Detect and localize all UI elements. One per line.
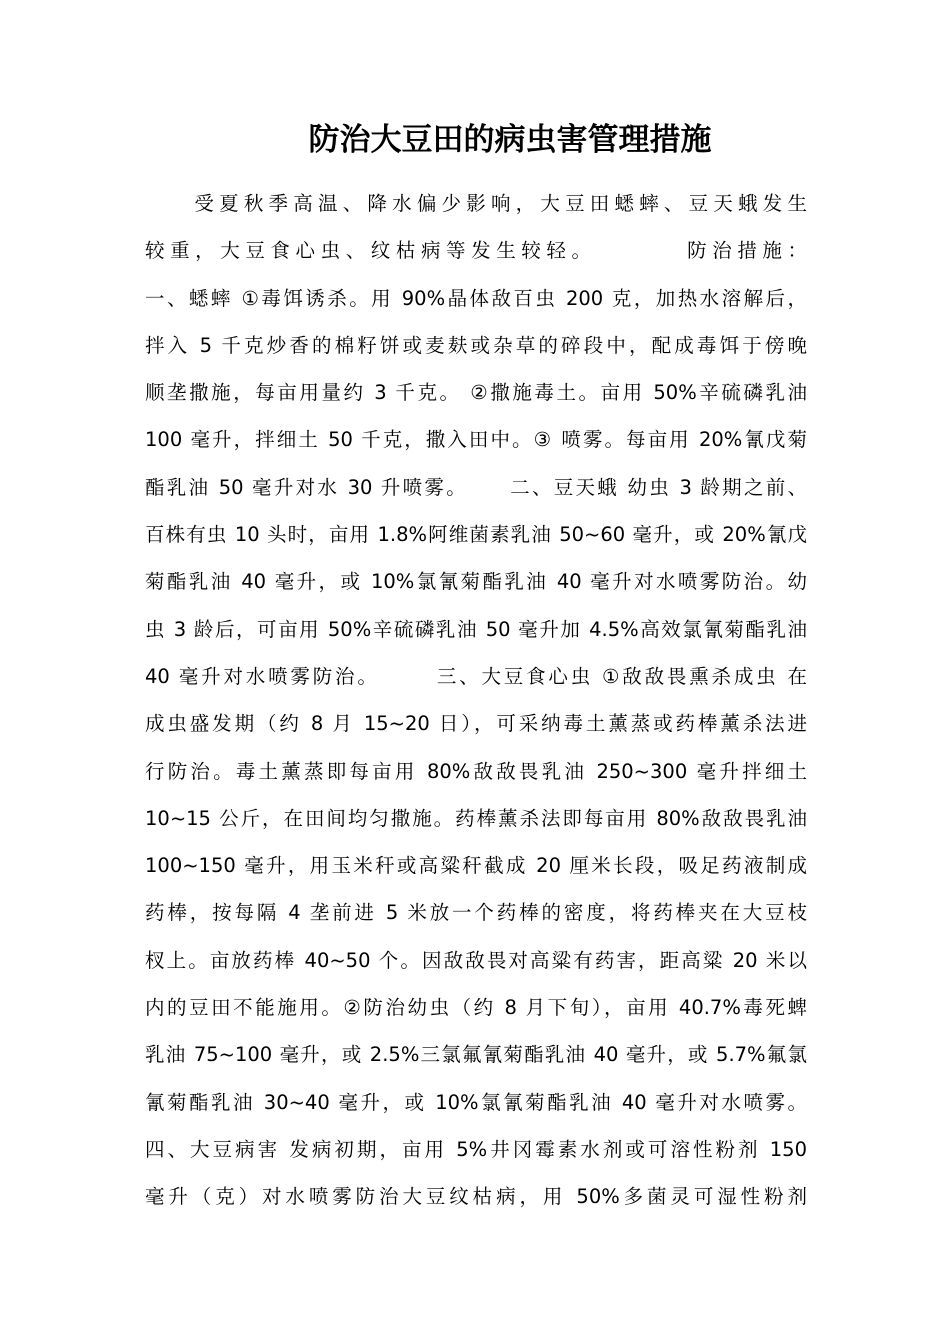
body-line: 毫升（克）对水喷雾防治大豆纹枯病，用 50%多菌灵可湿性粉剂 xyxy=(145,1185,807,1209)
body-line: 顺垄撒施，每亩用量约 3 千克。 ②撒施毒土。亩用 50%辛硫磷乳油 xyxy=(145,381,807,405)
body-line: 40 毫升对水喷雾防治。 三、大豆食心虫 ①敌敌畏熏杀成虫 在 xyxy=(145,664,807,688)
body-line: 一、蟋蟀 ①毒饵诱杀。用 90%晶体敌百虫 200 克，加热水溶解后， xyxy=(145,286,807,310)
body-line: 百株有虫 10 头时，亩用 1.8%阿维菌素乳油 50~60 毫升，或 20%氰戊 xyxy=(145,523,807,547)
body-line: 杈上。亩放药棒 40~50 个。因敌敌畏对高粱有药害，距高粱 20 米以 xyxy=(145,948,807,972)
body-line: 10~15 公斤，在田间均匀撒施。药棒薰杀法即每亩用 80%敌敌畏乳油 xyxy=(145,806,807,830)
body-line: 100 毫升，拌细土 50 千克，撒入田中。③ 喷雾。每亩用 20%氰戊菊 xyxy=(145,428,807,452)
body-line: 氰菊酯乳油 30~40 毫升，或 10%氯氰菊酯乳油 40 毫升对水喷雾。 xyxy=(145,1090,807,1114)
body-line: 较重，大豆食心虫、纹枯病等发生较轻。 防治措施： xyxy=(145,239,807,263)
body-line: 酯乳油 50 毫升对水 30 升喷雾。 二、豆天蛾 幼虫 3 龄期之前、 xyxy=(145,475,807,499)
body-line: 菊酯乳油 40 毫升，或 10%氯氰菊酯乳油 40 毫升对水喷雾防治。幼 xyxy=(145,570,807,594)
body-line: 药棒，按每隔 4 垄前进 5 米放一个药棒的密度，将药棒夹在大豆枝 xyxy=(145,901,807,925)
body-line: 100~150 毫升，用玉米秆或高粱秆截成 20 厘米长段，吸足药液制成 xyxy=(145,854,807,878)
body-line: 受夏秋季高温、降水偏少影响，大豆田蟋蟀、豆天蛾发生 xyxy=(145,192,807,215)
body-line: 虫 3 龄后，可亩用 50%辛硫磷乳油 50 毫升加 4.5%高效氯氰菊酯乳油 xyxy=(145,617,807,641)
body-line: 四、大豆病害 发病初期，亩用 5%井冈霉素水剂或可溶性粉剂 150 xyxy=(145,1137,807,1161)
document-title: 防治大豆田的病虫害管理措施 xyxy=(308,122,712,158)
body-line: 乳油 75~100 毫升，或 2.5%三氯氟氰菊酯乳油 40 毫升，或 5.7%氟氯 xyxy=(145,1043,807,1067)
body-line: 内的豆田不能施用。②防治幼虫（约 8 月下旬），亩用 40.7%毒死蜱 xyxy=(145,996,807,1020)
body-line: 成虫盛发期（约 8 月 15~20 日），可采纳毒土薰蒸或药棒薰杀法进 xyxy=(145,712,807,736)
body-line: 行防治。毒土薰蒸即每亩用 80%敌敌畏乳油 250~300 毫升拌细土 xyxy=(145,759,807,783)
body-line: 拌入 5 千克炒香的棉籽饼或麦麸或杂草的碎段中，配成毒饵于傍晚 xyxy=(145,333,807,357)
document-body xyxy=(145,180,807,1221)
